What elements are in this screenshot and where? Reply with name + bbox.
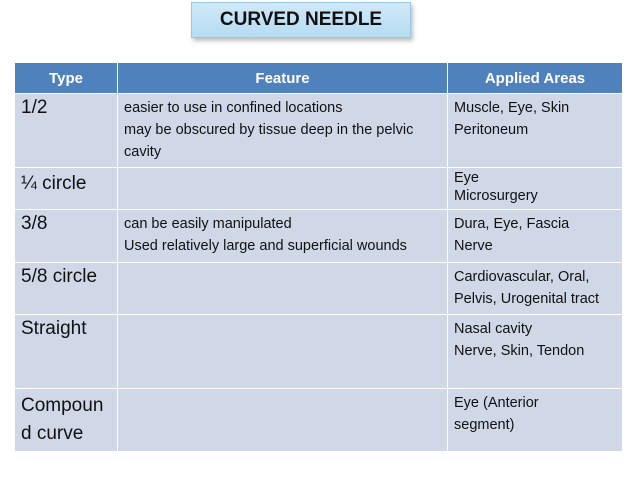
feature-line: may be obscured by tissue deep in the pelvic cavity: [124, 122, 414, 160]
areas-cell: [448, 94, 623, 168]
area-line: Nasal cavity: [454, 321, 533, 337]
area-line: Muscle, Eye, Skin: [454, 100, 570, 116]
table-row: [15, 94, 623, 168]
needle-table: [14, 62, 623, 452]
feature-cell: [118, 389, 448, 452]
header-type: Type: [15, 63, 118, 94]
table-row: [15, 263, 623, 315]
table-row: [15, 389, 623, 452]
area-line: Nerve, Skin, Tendon: [454, 343, 585, 359]
feature-cell: [118, 94, 448, 168]
header-feature: Feature: [118, 63, 448, 94]
table-row: [15, 210, 623, 263]
feature-line: Used relatively large and superficial wounds: [124, 238, 407, 254]
feature-line: can be easily manipulated: [124, 216, 292, 232]
area-line: Microsurgery: [454, 188, 538, 204]
area-line: Pelvis, Urogenital tract: [454, 291, 600, 307]
areas-cell: [448, 263, 623, 315]
type-cell: 3/8: [15, 210, 118, 263]
type-cell: 1/2: [15, 94, 118, 168]
areas-cell: [448, 210, 623, 263]
area-line: Dura, Eye, Fascia: [454, 216, 570, 232]
area-line: Peritoneum: [454, 122, 529, 138]
feature-cell: [118, 263, 448, 315]
feature-cell: [118, 315, 448, 389]
feature-cell: [118, 210, 448, 263]
area-line: Eye: [454, 170, 479, 186]
areas-cell: [448, 315, 623, 389]
areas-cell: [448, 389, 623, 452]
table-row: [15, 168, 623, 210]
area-line: segment): [454, 417, 515, 433]
type-cell: ¼ circle: [15, 168, 118, 210]
type-cell: 5/8 circle: [15, 263, 118, 315]
table-row: [15, 315, 623, 389]
feature-line: easier to use in confined locations: [124, 100, 343, 116]
area-line: Cardiovascular, Oral,: [454, 269, 590, 285]
type-cell: Straight: [15, 315, 118, 389]
area-line: Nerve: [454, 238, 493, 254]
area-line: Eye (Anterior: [454, 395, 539, 411]
table-header-row: [15, 63, 623, 94]
slide-title: CURVED NEEDLE: [191, 2, 411, 38]
type-cell: Compound curve: [15, 389, 118, 452]
areas-cell: [448, 168, 623, 210]
header-applied-areas: Applied Areas: [448, 63, 623, 94]
feature-cell: [118, 168, 448, 210]
